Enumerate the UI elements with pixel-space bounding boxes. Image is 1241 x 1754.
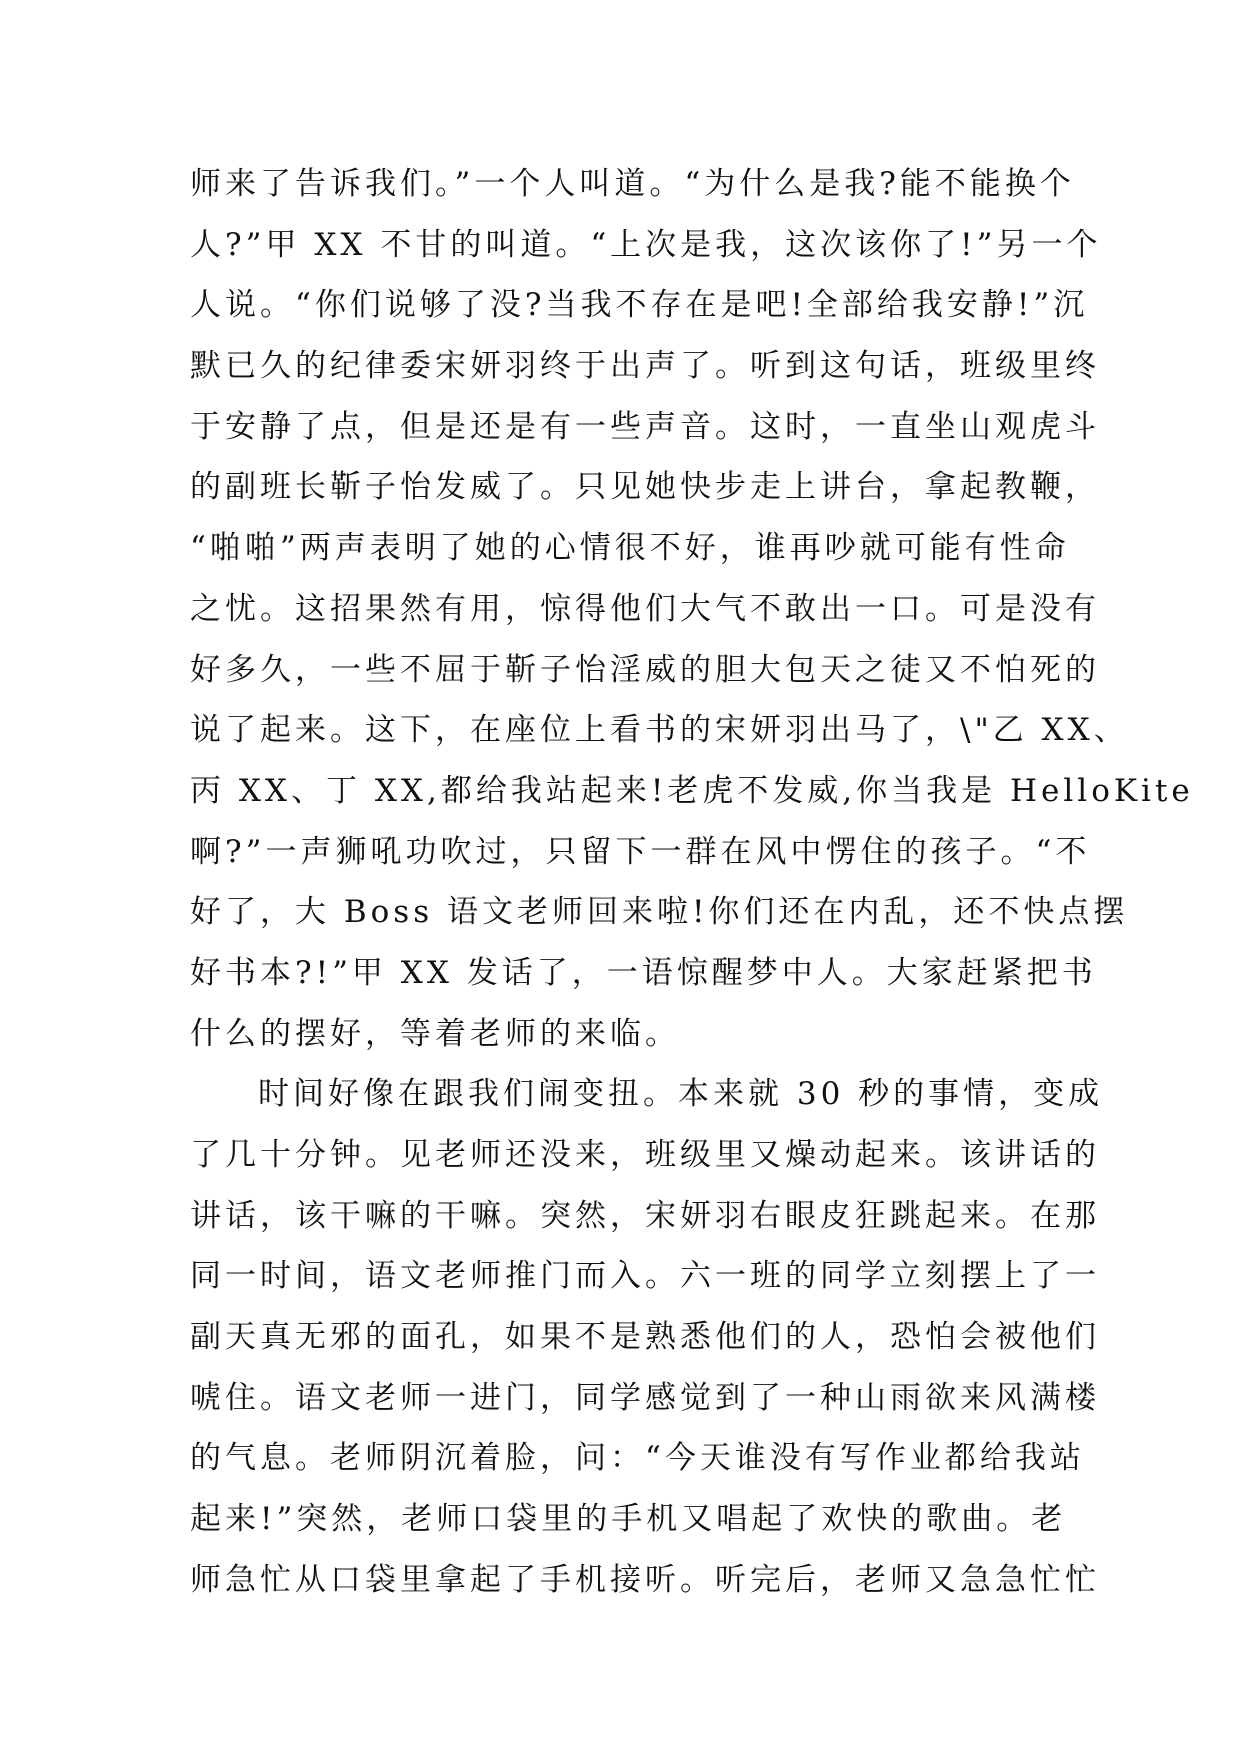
text-line: 于安静了点，但是还是有一些声音。这时，一直坐山观虎斗 [190, 408, 1100, 445]
paragraph-2 [190, 1064, 1104, 1610]
text-line: 人?”甲 XX 不甘的叫道。“上次是我，这次该你了!”另一个 [190, 226, 1102, 263]
text-line: 什么的摆好，等着老师的来临。 [190, 1015, 680, 1052]
text-line: 丙 XX、丁 XX,都给我站起来!老虎不发威,你当我是 HelloKite [190, 772, 1194, 809]
body-text [190, 154, 1194, 1611]
text-line: 的气息。老师阴沉着脸，问：“今天谁没有写作业都给我站 [190, 1440, 1085, 1477]
text-line: 同一时间，语文老师推门而入。六一班的同学立刻摆上了一 [190, 1258, 1100, 1295]
text-line: 起来!”突然，老师口袋里的手机又唱起了欢快的歌曲。老 [190, 1501, 1067, 1538]
text-line: 说了起来。这下，在座位上看书的宋妍羽出马了，\"乙 XX、 [190, 712, 1129, 749]
text-line: 师来了告诉我们。”一个人叫道。“为什么是我?能不能换个 [190, 166, 1075, 202]
text-line: 副天真无邪的面孔，如果不是熟悉他们的人，恐怕会被他们 [190, 1319, 1100, 1356]
text-line: 讲话，该干嘛的干嘛。突然，宋妍羽右眼皮狂跳起来。在那 [190, 1197, 1100, 1234]
text-line: 的副班长靳子怡发威了。只见她快步走上讲台，拿起教鞭， [190, 469, 1100, 506]
text-line: 之忧。这招果然有用，惊得他们大气不敢出一口。可是没有 [190, 590, 1100, 627]
text-line: 时间好像在跟我们闹变扭。本来就 30 秒的事情，变成 [258, 1076, 1104, 1113]
text-line: 好书本?!”甲 XX 发话了，一语惊醒梦中人。大家赶紧把书 [190, 954, 1097, 991]
text-line: 好多久，一些不屈于靳子怡淫威的胆大包天之徒又不怕死的 [190, 651, 1100, 688]
text-line: 啊?”一声狮吼功吹过，只留下一群在风中愣住的孩子。“不 [190, 833, 1091, 870]
text-line: 唬住。语文老师一进门，同学感觉到了一种山雨欲来风满楼 [190, 1379, 1100, 1416]
text-line: 人说。“你们说够了没?当我不存在是吧!全部给我安静!”沉 [190, 287, 1089, 324]
text-line: 师急忙从口袋里拿起了手机接听。听完后，老师又急急忙忙 [190, 1561, 1100, 1598]
paragraph-1 [190, 154, 1194, 1064]
text-line: 默已久的纪律委宋妍羽终于出声了。听到这句话，班级里终 [190, 348, 1100, 385]
text-line: “啪啪”两声表明了她的心情很不好，谁再吵就可能有性命 [190, 530, 1070, 567]
text-line: 好了，大 Boss 语文老师回来啦!你们还在内乱，还不快点摆 [190, 894, 1129, 931]
text-line: 了几十分钟。见老师还没来，班级里又燥动起来。该讲话的 [190, 1137, 1100, 1173]
